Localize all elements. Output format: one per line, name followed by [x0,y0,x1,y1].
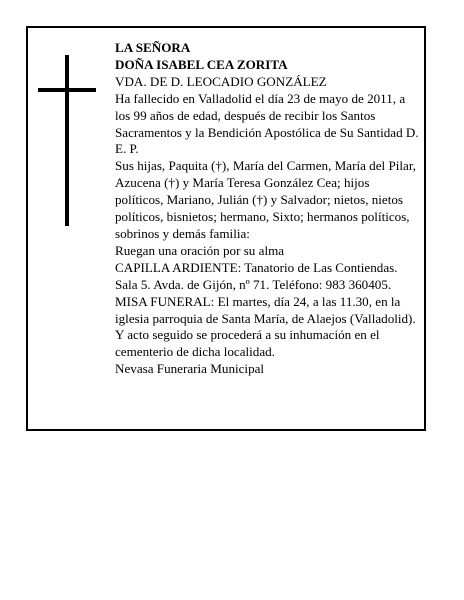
funeral-mass-info: MISA FUNERAL: El martes, día 24, a las 11.30, en la iglesia parroquia de Santa María, de Alaejos (Valladolid). Y acto seguido se procederá a su inhumación en el cementerio de dicha localidad. [115,293,416,360]
widow-of-line: VDA. DE D. LEOCADIO GONZÁLEZ [115,73,327,89]
family-list: Sus hijas, Paquita (†), María del Carmen, María del Pilar, Azucena (†) y María Teresa González Cea; hijos políticos, Mariano, Julián (†) y Salvador; nietos, nietos políticos, bisnietos; hermano, Sixto; hermanos políticos, sobrinos y demás familia: [115,158,416,241]
cross-vertical-bar [65,55,69,226]
obituary-text [115,40,421,378]
chapel-info: CAPILLA ARDIENTE: Tanatorio de Las Contiendas. Sala 5. Avda. de Gijón, nº 71. Teléfono: 983 360405. [115,259,398,292]
death-announcement: Ha fallecido en Valladolid el día 23 de mayo de 2011, a los 99 años de edad, después de recibir los Santos Sacramentos y la Bendición Apostólica de Su Santidad D. E. P. [115,90,419,157]
latin-cross-icon [38,55,96,226]
deceased-name: DOÑA ISABEL CEA ZORITA [115,56,288,72]
obituary-notice [26,26,426,431]
funeral-home: Nevasa Funeraria Municipal [115,361,265,377]
heading-title: LA SEÑORA [115,40,191,55]
cross-horizontal-bar [38,88,96,92]
prayer-request: Ruegan una oración por su alma [115,242,285,258]
